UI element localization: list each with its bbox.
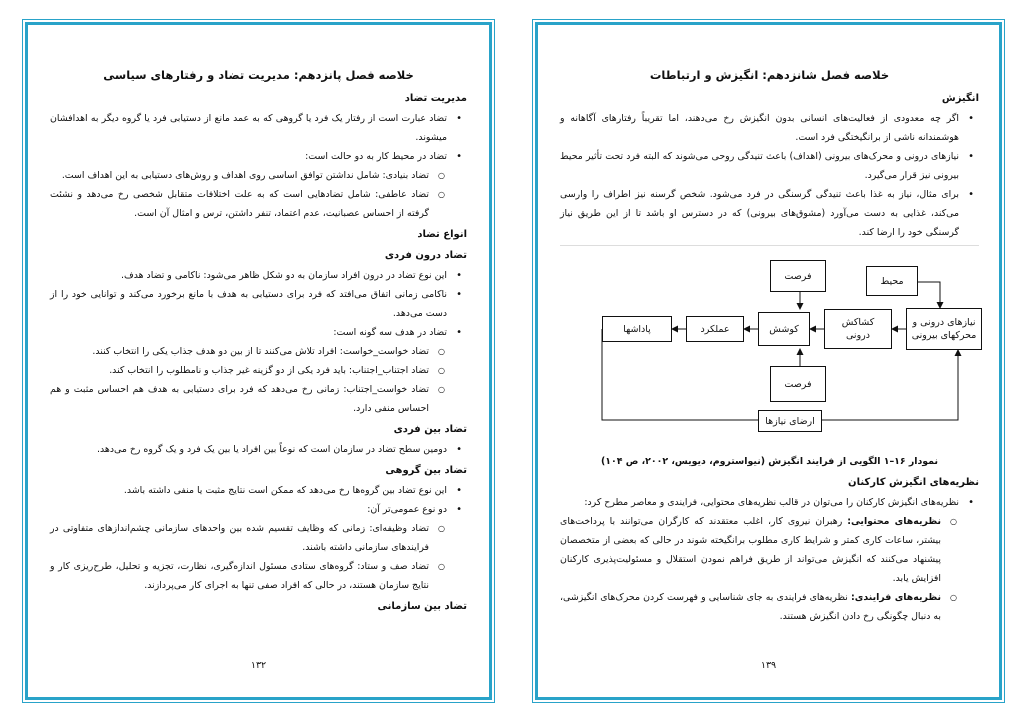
box-needs-line2: محرکهای بیرونی — [911, 330, 977, 341]
section-heading: انگیزش — [941, 93, 979, 104]
list-item: • نظریه‌های انگیزش کارکنان را می‌توان در قالب نظریه‌های محتوایی، فرایندی و معاصر مطرح کرد: — [560, 493, 979, 512]
box-rewards: پاداشها — [602, 316, 672, 342]
content-theories-text: رهبران نیروی کار، اغلب معتقدند که کارگران می‌توانند با پرداخت‌های بیشتر، ساعات کاری کمتر و شرایط کاری مطلوب برانگیخته شوند در حالی که بعضی از متخصصان پیشنهاد می‌کنند که انگیزش می‌تواند از طریق فراهم نمودن استقلال و مسئولیت‌پذیری کارکنان افزایش یابد. — [560, 516, 941, 584]
right-page — [535, 22, 1002, 700]
left-chapter-title: خلاصه فصل پانزدهم: مدیریت تضاد و رفتارهای سیاسی — [103, 68, 414, 82]
list-item: ○ تضاد عاطفی: شامل تضادهایی است که به علت اختلافات متقابل شخصی رخ می‌دهد و نشئت گرفته از احساس عصبانیت، عدم اعتماد، تنفر داشتن، ترس و امثال آن است. — [50, 185, 467, 223]
bullet-list — [50, 481, 467, 595]
section-heading: نظریه‌های انگیزش کارکنان — [848, 477, 979, 488]
page-number: ۱۳۲ — [250, 660, 267, 671]
list-item — [560, 512, 979, 588]
list-item: • برای مثال، نیاز به غذا باعث تنیدگی گرسنگی در فرد می‌شود. شخص گرسنه نیز اطراف را وارسی می‌کند، غذایی به دست می‌آورد (مشوق‌های بیرونی) که در دسترس او باشد تا از این طریق نیاز گرسنگی خود را ارضا کند. — [560, 185, 979, 242]
list-item: • تضاد در محیط کار به دو حالت است: — [50, 147, 467, 166]
box-needs-line1: نیازهای درونی و — [912, 317, 976, 328]
box-opportunity-bottom: فرصت — [770, 366, 826, 402]
list-item: • دومین سطح تضاد در سازمان است که نوعاً بین افراد یا بین یک فرد و یک گروه رخ می‌دهد. — [50, 440, 467, 459]
bullet-list — [50, 440, 467, 459]
list-item: • ناکامی زمانی اتفاق می‌افتد که فرد برای دستیابی به هدف با مانع برخورد می‌کند و توانایی خود را از دست می‌دهد. — [50, 285, 467, 323]
list-item: • این نوع تضاد بین گروه‌ها رخ می‌دهد که ممکن است نتایج مثبت یا منفی داشته باشد. — [50, 481, 467, 500]
diagram-caption: نمودار ۱۶–۱ الگویی از فرایند انگیزش (نیواستروم، دیویس، ۲۰۰۲، ص ۱۰۴) — [601, 456, 938, 467]
right-page-content — [560, 65, 979, 626]
bullet-list — [560, 493, 979, 626]
list-item: • این نوع تضاد در درون افراد سازمان به دو شکل ظاهر می‌شود: ناکامی و تضاد هدف. — [50, 266, 467, 285]
content-theories-label: نظریه‌های محتوایی: — [847, 516, 941, 527]
left-page — [25, 22, 492, 700]
list-item: • اگر چه معدودی از فعالیت‌های انسانی بدون انگیزش رخ می‌دهند، اما تقریباً رفتارهای آگاهانه و هوشمندانه ناشی از برانگیختگی فرد است. — [560, 109, 979, 147]
box-needs — [906, 308, 982, 350]
bullet-list — [50, 109, 467, 223]
page-number: ۱۳۹ — [760, 660, 777, 671]
box-conflict-line1: کشاکش — [841, 317, 875, 328]
list-item: ○ تضاد وظیفه‌ای: زمانی که وظایف تقسیم شده بین واحدهای سازمانی چشم‌اندازهای متفاوتی در فرایندهای سازمانی داشته باشند. — [50, 519, 467, 557]
list-item: • دو نوع عمومی‌تر آن: — [50, 500, 467, 519]
list-item — [560, 588, 979, 626]
process-theories-text: نظریه‌های فرایندی به جای شناسایی و فهرست کردن محرک‌های انگیزشی، به دنبال چگونگی رخ دادن انگیزش هستند. — [560, 592, 941, 622]
box-performance: عملکرد — [686, 316, 744, 342]
list-item: • تضاد در هدف سه گونه است: — [50, 323, 467, 342]
box-internal-conflict — [824, 309, 892, 349]
section-heading: مدیریت تضاد — [404, 93, 467, 104]
process-theories-label: نظریه‌های فرایندی: — [850, 592, 941, 603]
section-heading: تضاد درون فردی — [384, 250, 467, 261]
box-opportunity-top: فرصت — [770, 260, 826, 292]
section-heading: تضاد بین گروهی — [385, 465, 467, 476]
list-item: ○ تضاد خواست_خواست: افراد تلاش می‌کنند تا از بین دو هدف جذاب یکی را انتخاب کنند. — [50, 342, 467, 361]
section-heading: تضاد بین فردی — [393, 424, 467, 435]
box-needs-satisfaction: ارضای نیازها — [758, 410, 822, 432]
section-heading: انواع تضاد — [417, 229, 467, 240]
bullet-list — [50, 266, 467, 418]
list-item: ○ تضاد صف و ستاد: گروه‌های ستادی مسئول اندازه‌گیری، نظارت، تجزیه و تحلیل، طرح‌ریزی کار و نتایج سازمان هستند، در حالی که افراد صفی تنها به اجرای کار می‌پردازند. — [50, 557, 467, 595]
list-item: • نیازهای درونی و محرک‌های بیرونی (اهداف) باعث تنیدگی روحی می‌شوند که البته فرد تحت تأثیر محیط بیرونی نیز قرار می‌گیرد. — [560, 147, 979, 185]
list-item: ○ تضاد بنیادی: شامل نداشتن توافق اساسی روی اهداف و روش‌های دستیابی به این اهداف است. — [50, 166, 467, 185]
motivation-diagram — [560, 245, 979, 446]
section-heading: تضاد بین سازمانی — [377, 601, 467, 612]
left-page-content — [50, 65, 467, 617]
list-item: ○ تضاد اجتناب_اجتناب: باید فرد یکی از دو گزینه غیر جذاب و نامطلوب را انتخاب کند. — [50, 361, 467, 380]
list-item: • تضاد عبارت است از رفتار یک فرد یا گروهی که به عمد مانع از دستیابی فرد یا گروه دیگر به اهدافشان میشوند. — [50, 109, 467, 147]
box-environment: محیط — [866, 266, 918, 296]
box-effort: کوشش — [758, 312, 810, 346]
list-item: ○ تضاد خواست_اجتناب: زمانی رخ می‌دهد که فرد برای دستیابی به هدف هم احساس مثبت و هم احساس منفی دارد. — [50, 380, 467, 418]
bullet-list — [560, 109, 979, 242]
box-conflict-line2: درونی — [846, 330, 870, 341]
right-chapter-title: خلاصه فصل شانزدهم: انگیزش و ارتباطات — [649, 68, 890, 82]
